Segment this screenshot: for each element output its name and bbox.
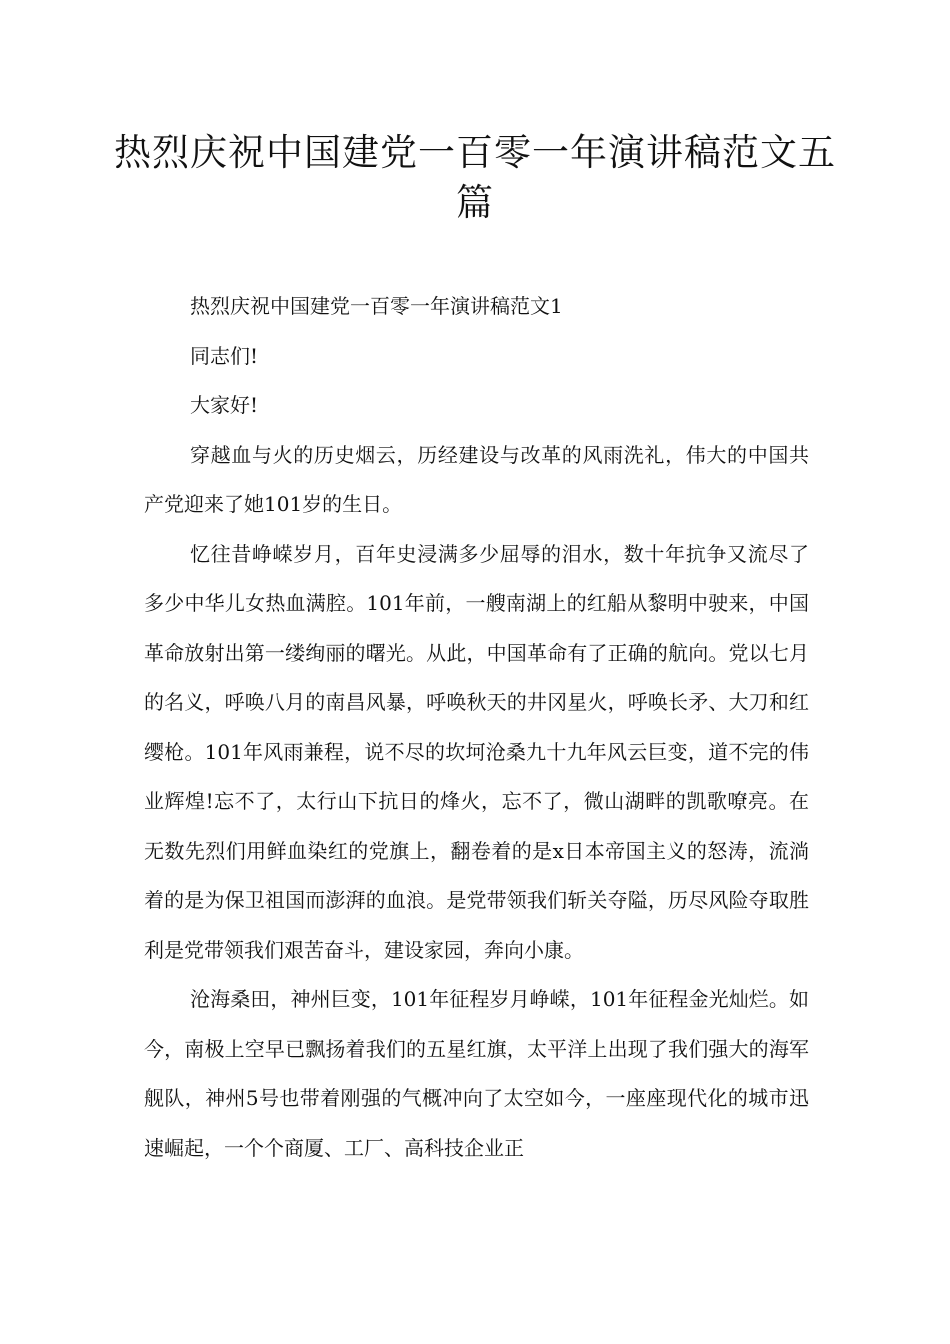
document-body <box>144 282 809 1173</box>
paragraph-body: 沧海桑田，神州巨变，101年征程岁月峥嵘，101年征程金光灿烂。如今，南极上空早已飘扬着我们的五星红旗，太平洋上出现了我们强大的海军舰队，神州5号也带着刚强的气概冲向了太空如今，一座座现代化的城市迅速崛起，一个个商厦、工厂、高科技企业正 <box>144 987 809 1160</box>
paragraph-subtitle: 热烈庆祝中国建党一百零一年演讲稿范文1 <box>190 294 563 318</box>
paragraph-greeting-all: 大家好! <box>190 393 259 417</box>
paragraph-body: 穿越血与火的历史烟云，历经建设与改革的风雨洗礼，伟大的中国共产党迎来了她101岁的生日。 <box>144 442 809 516</box>
paragraph-body: 忆往昔峥嵘岁月，百年史浸满多少屈辱的泪水，数十年抗争又流尽了多少中华儿女热血满腔。101年前，一艘南湖上的红船从黎明中驶来，中国革命放射出第一缕绚丽的曙光。从此，中国革命有了正确的航向。党以七月的名义，呼唤八月的南昌风暴，呼唤秋天的井冈星火，呼唤长矛、大刀和红缨枪。101年风雨兼程，说不尽的坎坷沧桑九十九年风云巨变，道不完的伟业辉煌!忘不了，太行山下抗日的烽火，忘不了，微山湖畔的凯歌嘹亮。在无数先烈们用鲜血染红的党旗上，翻卷着的是x日本帝国主义的怒涛，流淌着的是为保卫祖国而澎湃的血浪。是党带领我们斩关夺隘，历尽风险夺取胜利是党带领我们艰苦奋斗，建设家园，奔向小康。 <box>144 541 809 962</box>
paragraph-greeting-comrades: 同志们! <box>190 343 259 368</box>
document-title: 热烈庆祝中国建党一百零一年演讲稿范文五篇 <box>114 131 836 224</box>
